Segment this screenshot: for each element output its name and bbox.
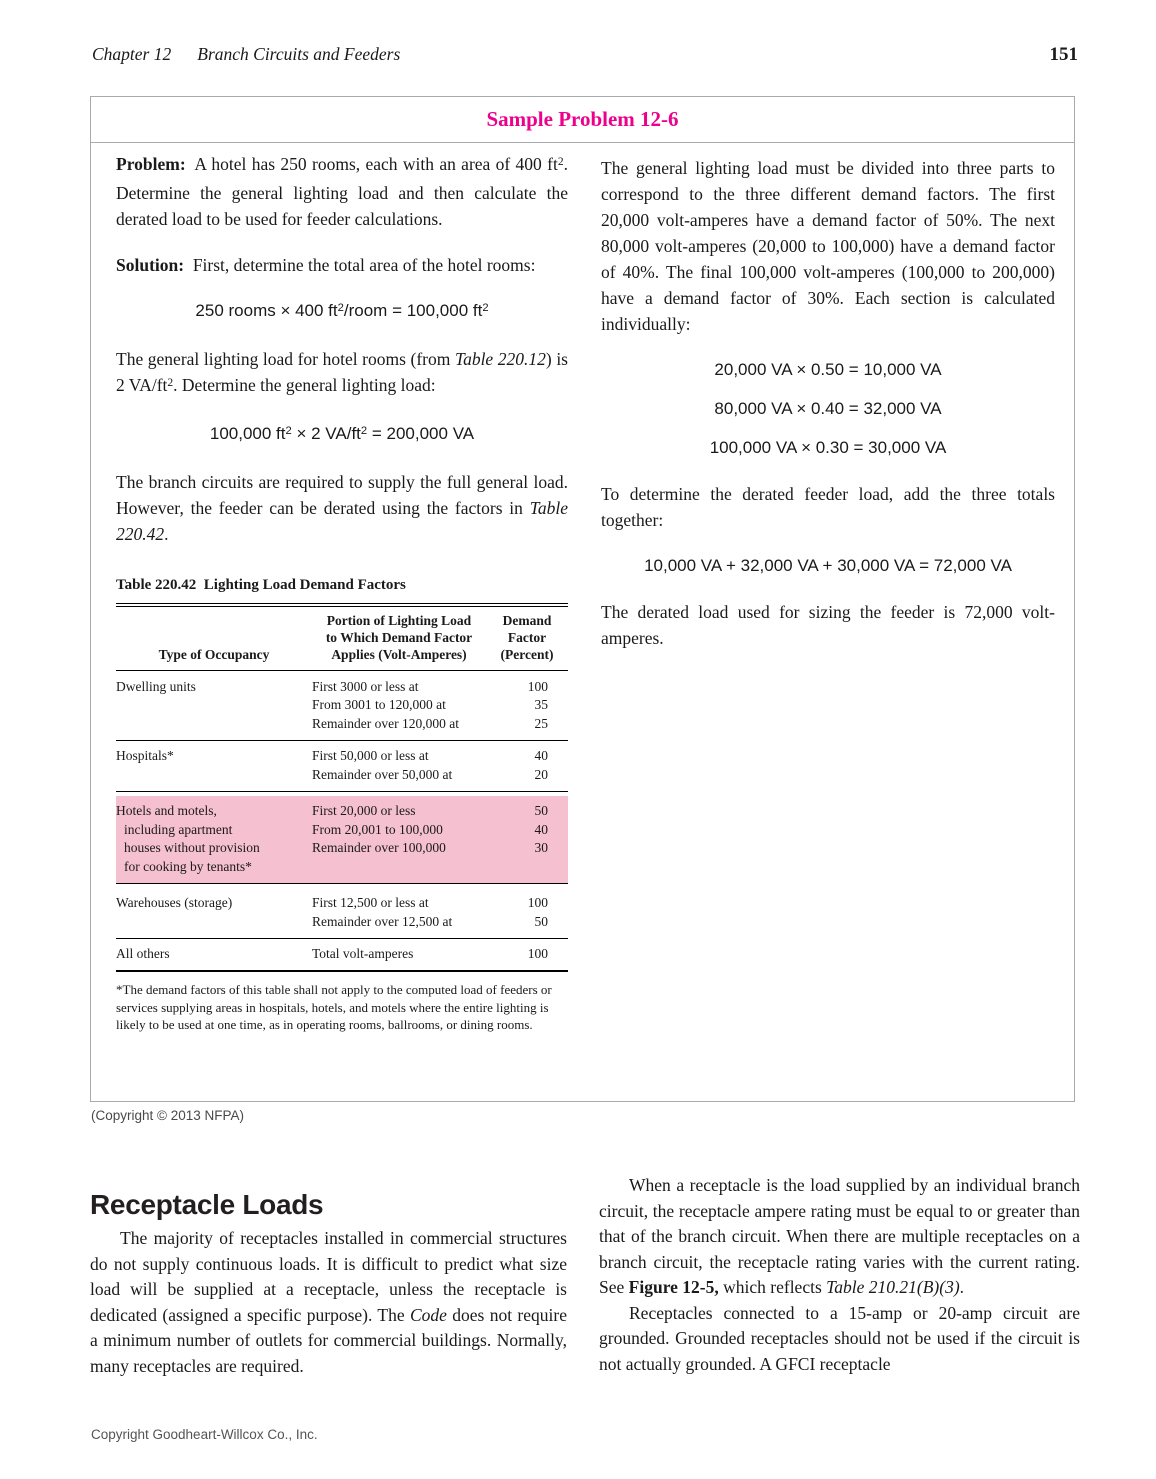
demand-factor-cell: 50 40 30 bbox=[534, 803, 548, 855]
table-220-42 bbox=[116, 577, 568, 1034]
receptacle-intro-paragraph: The majority of receptacles installed in commercial structures do not supply continuous loads. It is difficult to predict what size load will be supplied at a receptacle, unless the receptacle is dedicated (assigned a specific purpose). The Code does not require a minimum number of outlets for commercial buildings. Normally, many receptacles are required. bbox=[90, 1228, 567, 1376]
table-row bbox=[116, 939, 568, 973]
demand-factor-cell: 100 50 bbox=[527, 895, 548, 929]
solution-paragraph: Solution: First, determine the total area of the hotel rooms: bbox=[116, 255, 536, 275]
equation-30-percent: 100,000 VA × 0.30 = 30,000 VA bbox=[709, 438, 947, 457]
occupancy-cell: Hospitals* bbox=[116, 748, 174, 763]
individual-circuit-paragraph: When a receptacle is the load supplied by an individual branch circuit, the receptacle ampere rating must be equal to or greater than that of the branch circuit. When there are multiple receptacles on a branch circuit, the receptacle rating varies with the current rating. See Figure 12-5, which reflects Table 210.21(B)(3). bbox=[599, 1175, 1080, 1297]
occupancy-cell: Warehouses (storage) bbox=[116, 895, 233, 910]
occupancy-cell: Dwelling units bbox=[116, 678, 196, 694]
receptacle-loads-left-column bbox=[90, 1226, 567, 1379]
chapter-number: Chapter 12 bbox=[92, 44, 172, 64]
equation-general-lighting-load: 100,000 $ft^2 \times 2$ $VA/ft^2 = 200,000$ VA bbox=[209, 424, 475, 443]
sample-problem-left-column bbox=[116, 151, 568, 1034]
portion-cell: Total volt-amperes bbox=[312, 946, 414, 961]
portion-cell: First 12,500 or less at Remainder over 12,500 at bbox=[312, 895, 453, 929]
table-row bbox=[116, 741, 568, 792]
section-heading: Receptacle Loads bbox=[90, 1188, 324, 1220]
running-head bbox=[92, 44, 400, 65]
table-title: Table 220.42 Lighting Load Demand Factors bbox=[116, 577, 406, 593]
sample-problem-title: Sample Problem 12-6 bbox=[91, 97, 1074, 143]
sample-problem-box bbox=[90, 96, 1075, 1102]
receptacle-loads-right-column bbox=[599, 1173, 1080, 1377]
portion-cell: First 3000 or less at From 3001 to 120,000 at Remainder over 120,000 at bbox=[312, 678, 459, 731]
table-header-row bbox=[116, 607, 568, 671]
problem-paragraph: Problem: A hotel has 250 rooms, each with an area of 400 $ft^2$. Determine the general lighting load and then calculate the derated load to be used for feeder calculations. bbox=[116, 154, 568, 229]
equation-50-percent: 20,000 VA × 0.50 = 10,000 VA bbox=[714, 360, 942, 379]
chapter-title: Branch Circuits and Feeders bbox=[197, 44, 401, 64]
table-header-cell: Type of Occupancy bbox=[158, 647, 270, 662]
equation-40-percent: 80,000 VA × 0.40 = 32,000 VA bbox=[714, 399, 942, 418]
table-row bbox=[116, 888, 568, 939]
page-header bbox=[92, 44, 1078, 66]
derating-equations bbox=[601, 359, 1055, 459]
demand-factor-cell: 100 bbox=[527, 946, 548, 961]
table-body bbox=[116, 671, 568, 972]
result-paragraph: The derated load used for sizing the feeder is 72,000 volt-amperes. bbox=[601, 602, 1055, 648]
demand-factor-cell: 100 35 25 bbox=[527, 678, 548, 731]
branch-circuits-paragraph: The branch circuits are required to supply the full general load. However, the feeder can be derated using the factors in Table 220.42. bbox=[116, 472, 568, 544]
table-row bbox=[116, 796, 568, 884]
grounded-receptacles-paragraph: Receptacles connected to a 15-amp or 20-amp circuit are grounded. Grounded receptacles should not be used if the circuit is not actually grounded. A GFCI receptacle bbox=[599, 1302, 1080, 1374]
nfpa-credit: (Copyright © 2013 NFPA) bbox=[91, 1108, 245, 1123]
demand-factors-paragraph: The general lighting load must be divided into three parts to correspond to the three different demand factors. The first 20,000 volt-amperes have a demand factor of 50%. The next 80,000 volt-amperes (20,000 to 100,000) have a demand factor of 40%. The final 100,000 volt-amperes (100,000 to 200,000) have a demand factor of 30%. Each section is calculated individually: bbox=[601, 158, 1055, 334]
page-number: 151 bbox=[1049, 44, 1078, 65]
portion-cell: First 50,000 or less at Remainder over 50,000 at bbox=[312, 748, 453, 782]
table-header-cell: Portion of Lighting Load to Which Demand Factor Applies (Volt-Amperes) bbox=[325, 613, 473, 662]
occupancy-cell: Hotels and motels, including apartment houses without provision for cooking by tenants* bbox=[116, 803, 260, 874]
equation-total-area: 250 rooms × 400 $ft^2$/room = 100,000 $ft^2$ bbox=[195, 301, 489, 320]
lighting-load-paragraph: The general lighting load for hotel rooms (from Table 220.12) is 2 $VA/ft^2$. Determine the general lighting load: bbox=[116, 349, 568, 395]
table-footnote: *The demand factors of this table shall not apply to the computed load of feeders or services supplying areas in hospitals, hotels, and motels where the entire lighting is likely to be used at one time, as in operating rooms, ballrooms, or dining rooms. bbox=[116, 982, 552, 1032]
add-totals-paragraph: To determine the derated feeder load, add the three totals together: bbox=[601, 484, 1055, 530]
publisher-footer: Copyright Goodheart-Willcox Co., Inc. bbox=[91, 1427, 318, 1442]
equation-derated-total: 10,000 VA + 32,000 VA + 30,000 VA = 72,000 VA bbox=[644, 556, 1012, 575]
sample-problem-right-column bbox=[601, 155, 1055, 651]
table-header-cell: Demand Factor (Percent) bbox=[500, 613, 554, 662]
occupancy-cell: All others bbox=[116, 946, 170, 961]
table-row bbox=[116, 671, 568, 741]
portion-cell: First 20,000 or less From 20,001 to 100,000 Remainder over 100,000 bbox=[312, 803, 446, 855]
demand-factor-cell: 40 20 bbox=[534, 748, 548, 782]
